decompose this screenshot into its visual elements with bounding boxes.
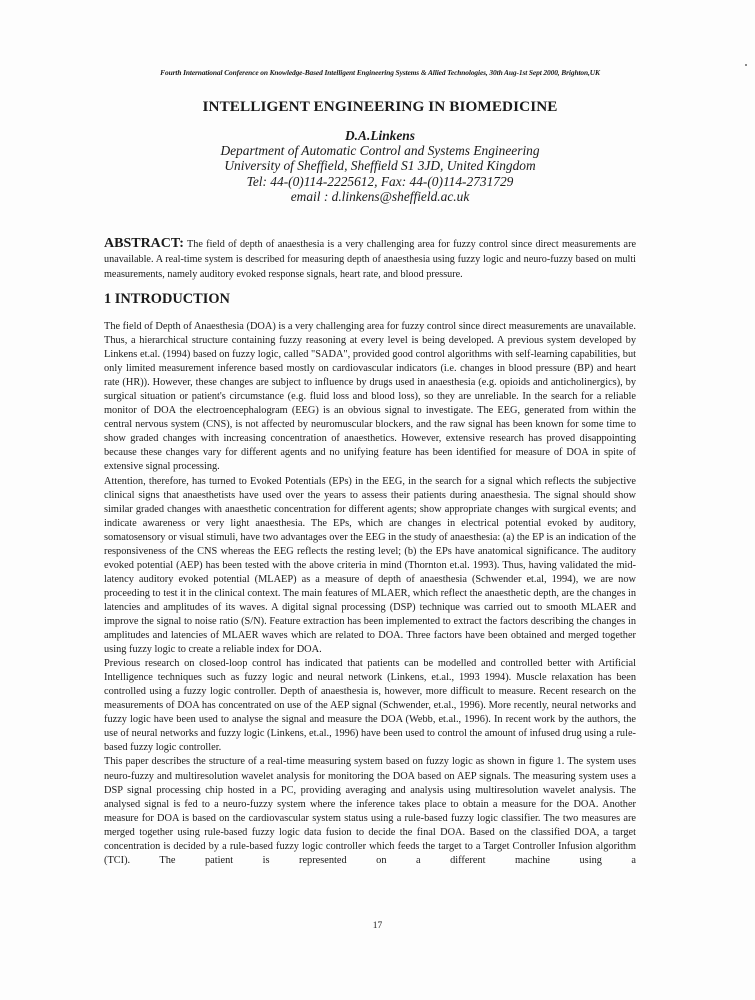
section-heading-introduction: 1 INTRODUCTION <box>104 291 230 307</box>
author-block <box>150 128 610 204</box>
abstract-text: The field of depth of anaesthesia is a very challenging area for fuzzy control since direct measurements are unavailable. A real-time system is described for measuring depth of anaesthesia using fuzzy logic and neuro-fuzzy based on multi measurements, namely auditory evoked response signals, heart rate, and blood pressure. <box>104 239 636 280</box>
paragraph: Attention, therefore, has turned to Evoked Potentials (EPs) in the EEG, in the search for a signal which reflects the subjective clinical signs that anaesthetists have used over the years to assess their patients during anaesthesia. The signal should show similar graded changes with anaesthetic concentration for different agents; show appropriate changes with surgical events; and indicate awareness or very light anaesthesia. The EPs, which are changes in electrical potential evoked by auditory, somatosensory or visual stimuli, have two advantages over the EEG in the study of anaesthesia: (a) the EP is an indication of the responsiveness of the CNS whereas the EEG reflects the resting level; (b) the EPs have anatomical significance. The auditory evoked potential (AEP) has been tested with the above criteria in mind (Thornton et.al. 1993). Thus, having validated the mid-latency auditory evoked potential (MLAEP) as a measure of depth of anaesthesia (Schwender et.al, 1994), we are now proceeding to test it in the clinical context. The main features of MLAER, which reflect the anaesthetic depth, are the changes in latencies and amplitudes of its waves. A digital signal processing (DSP) technique was carried out to smooth MLAER and improve the signal to noise ratio (S/N). Feature extraction has been implemented to extract the factors describing the changes in amplitudes and latencies of MLAER waves which are related to DOA. Three factors have been obtained and merged together using fuzzy logic to create a reliable index for DOA. <box>104 475 636 656</box>
paragraph: This paper describes the structure of a real-time measuring system based on fuzzy logic as shown in figure 1. The system uses neuro-fuzzy and multiresolution wavelet analysis for monitoring the DOA based on AEP signals. The measuring system uses a DSP signal processing chip hosted in a PC, providing averaging and analysis using multiresolution wavelet analysis. The analysed signal is fed to a neuro-fuzzy system where the inference takes place to obtain a measure for the DOA. Another measure for DOA is based on the cardiovascular system status using a rule-based fuzzy logic classifier. The two measures are merged together using rule-based fuzzy logic data fusion to decide the final DOA. Based on the classified DOA, a target concentration is decided by a rule-based fuzzy logic controller which feeds the target to a Target Controller Infusion algorithm (TCI). The patient is represented on a different machine using a <box>104 756 636 866</box>
paragraph: Previous research on closed-loop control has indicated that patients can be modelled and controlled better with Artificial Intelligence techniques such as fuzzy logic and neural network (Linkens, et.al., 1993 1994). Muscle relaxation has been controlled using a fuzzy logic controller. Depth of anaesthesia is, however, more difficult to measure. Recent research on the measurements of DOA has concentrated on use of the AEP signal (Schwender, et.al., 1996). More recently, neural networks and fuzzy logic have been used to analyse the signal and measure the DOA (Webb, et.al., 1996). In recent work by the authors, the use of neural networks and fuzzy logic (Linkens, et.al., 1996) have been used to control the amount of infused drug using a rule-based fuzzy logic controller. <box>104 658 636 754</box>
introduction-body <box>104 320 636 868</box>
paragraph: The field of Depth of Anaesthesia (DOA) is a very challenging area for fuzzy control since direct measurements are unavailable. Thus, a hierarchical structure containing fuzzy reasoning at every level is being developed. A previous system developed by Linkens et.al. (1994) based on fuzzy logic, called "SADA", provided good control algorithms with self-learning capabilities, but only limited measurement inference based mostly on cardiovascular indicators (i.e. changes in blood pressure (BP) and heart rate (HR)). However, these changes are subject to influence by drugs used in anaesthesia (e.g. opioids and anticholinergics), by surgical situation or patient's circumstance (e.g. fluid loss and blood loss), so they are unreliable. In the search for a reliable monitor of DOA the electroencephalogram (EEG) is an obvious signal to investigate. The EEG, generated from within the central nervous system (CNS), is not affected by neuromuscular blockers, and the raw signal has been known for some time to show graded changes with increasing concentration of anaesthetics. However, extensive research has proved disappointing because these changes vary for different agents and no unifying feature has been identified for measure of DOA in spite of extensive signal processing. <box>104 321 636 473</box>
author-email: email : d.linkens@sheffield.ac.uk <box>290 188 470 204</box>
author-department: Department of Automatic Control and Systems Engineering <box>220 143 540 159</box>
author-contact: Tel: 44-(0)114-2225612, Fax: 44-(0)114-2731729 <box>246 173 514 189</box>
paper-title: INTELLIGENT ENGINEERING IN BIOMEDICINE <box>202 98 558 115</box>
author-affiliation: University of Sheffield, Sheffield S1 3JD, United Kingdom <box>224 158 536 174</box>
abstract <box>104 236 636 282</box>
abstract-label: ABSTRACT: <box>104 236 184 251</box>
scan-artifact <box>745 64 747 66</box>
conference-header: Fourth International Conference on Knowledge-Based Intelligent Engineering Systems & Allied Technologies, 30th Aug-1st Sept 2000, Brighton,UK <box>160 68 600 77</box>
page-number: 17 <box>372 921 383 931</box>
author-name: D.A.Linkens <box>345 128 415 143</box>
